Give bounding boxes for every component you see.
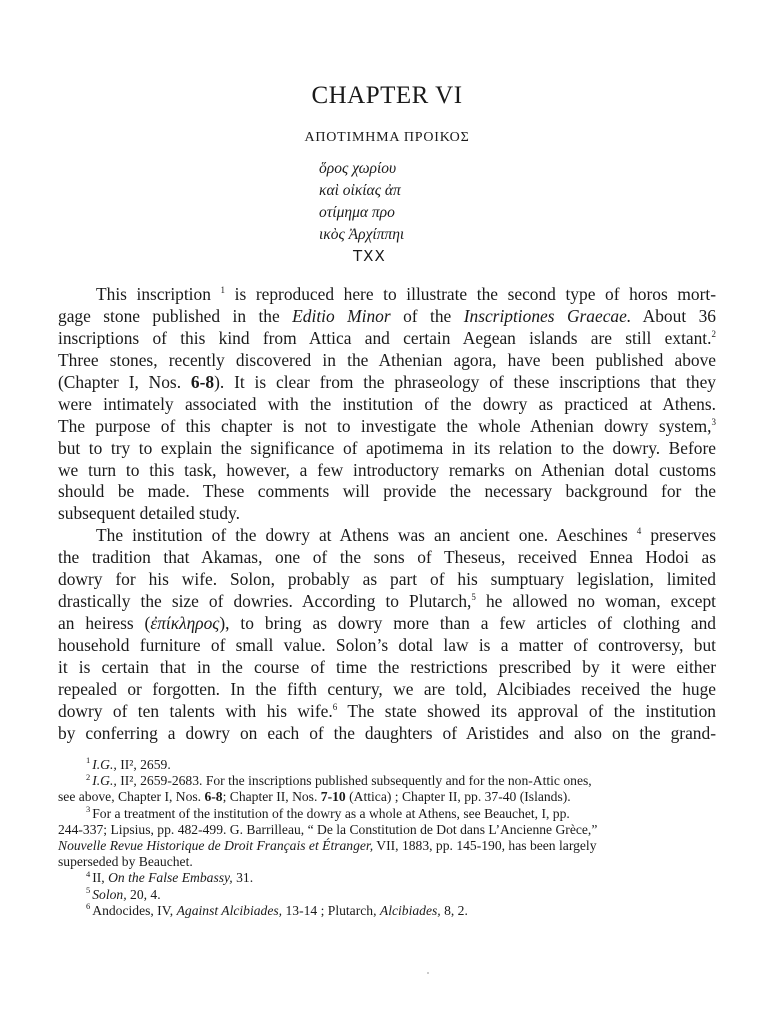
footnote-4: $^4$ II, On the False Embassy, 31.: [86, 868, 254, 886]
body-text: [58, 284, 716, 745]
paragraph-line: The institution of the dowry at Athens was an ancient one. Aeschines $^4$ preserves: [96, 525, 716, 546]
footnote-5: $^5$ Solon, 20, 4.: [86, 885, 161, 902]
footnote-1: $^1$ I.G., II², 2659.: [86, 755, 171, 772]
paragraph-line: household furniture of small value. Solon’s dotal law is a matter of controversy, but: [58, 635, 716, 655]
page: [58, 0, 716, 1024]
paragraph-line: repealed or forgotten. In the fifth century, we are told, Alcibiades received the huge: [58, 678, 716, 699]
paragraph-line: dowry of ten talents with his wife.$^6$ The state showed its approval of the institution: [58, 700, 716, 721]
paragraph-line: the tradition that Akamas, one of the sons of Theseus, received Ennea Hodoi as: [58, 547, 716, 568]
footnotes: [58, 757, 716, 919]
paragraph-line: gage stone published in the Editio Minor of the Inscriptiones Graecae. About 36: [58, 305, 716, 326]
inscription-text: [319, 158, 519, 266]
paragraph-line: (Chapter I, Nos. 6-8). It is clear from the phraseology of these inscriptions that they: [58, 371, 716, 392]
footnote-ref[interactable]: 4: [636, 526, 642, 537]
footnote-ref[interactable]: 6: [332, 702, 338, 713]
paragraph-line: The purpose of this chapter is not to investigate the whole Athenian dowry system,$^3$: [58, 415, 716, 436]
inscription-numeral: TXX: [353, 247, 386, 265]
paragraph-line: an heiress (ἐπίκληρος), to bring as dowry more than a few articles of clothing and: [58, 613, 716, 634]
footnote-ref[interactable]: 5: [471, 592, 476, 603]
footnote-ref[interactable]: 1: [220, 285, 226, 296]
paragraph-line: inscriptions of this kind from Attica and certain Aegean islands are still extant.$^2$: [58, 327, 716, 348]
paragraph-line: but to try to explain the significance of apotimema in its relation to the dowry. Before: [58, 437, 716, 458]
paragraph-line: should be made. These comments will provide the necessary background for the: [58, 481, 716, 502]
paragraph-line: it is certain that in the course of time the restrictions prescribed by it were either: [58, 656, 716, 677]
paper-speck: [427, 972, 429, 974]
inscription-line: καὶ οἰκίας ἀπ: [319, 182, 401, 199]
footnote-3: $^3$ For a treatment of the institution of the dowry as a whole at Athens, see Beauchet, I, pp. 244-337; Lipsius, pp. 482-499. G. Barrilleau, “ De la Constitution de Dot dans L’Ancienne Grèce,” Nouvelle Revue Historique de Droit Français et Étranger, VII, 1883, pp. 145-190, has been largely superseded by Beauchet.: [58, 804, 598, 870]
footnote-2: $^2$ I.G., II², 2659-2683. For the inscriptions published subsequently and for the non-Attic ones, see above, Chapter I, Nos. 6-8; Chapter II, Nos. 7-10 (Attica) ; Chapter II, pp. 37-40 (Islands).: [58, 771, 592, 805]
paragraph-line: Three stones, recently discovered in the Athenian agora, have been published above: [58, 349, 716, 370]
inscription-line: ικὸς Ἀρχίππηι: [319, 226, 405, 243]
paragraph-line: This inscription $^1$ is reproduced here to illustrate the second type of horos mort-: [96, 284, 716, 304]
chapter-title: CHAPTER VI: [311, 82, 463, 109]
paragraph-line: were intimately associated with the institution of the dowry as practiced at Athens.: [58, 393, 716, 414]
paragraph-line: we turn to this task, however, a few introductory remarks on Athenian dotal customs: [58, 459, 716, 480]
footnote-ref[interactable]: 2: [711, 329, 716, 340]
inscription-line: ὅρος χωρίου: [319, 160, 397, 177]
footnote-ref[interactable]: 3: [711, 416, 716, 427]
paragraph-line: drastically the size of dowries. According to Plutarch,$^5$ he allowed no woman, except: [58, 591, 717, 612]
paragraph-line: dowry for his wife. Solon, probably as part of his sumptuary legislation, limited: [58, 569, 716, 590]
paragraph-line: by conferring a dowry on each of the daughters of Aristides and also on the grand-: [58, 722, 716, 743]
footnote-6: $^6$ Andocides, IV, Against Alcibiades, 13-14 ; Plutarch, Alcibiades, 8, 2.: [86, 901, 468, 918]
chapter-subtitle: ΑΠΟΤΙΜΗΜΑ ΠΡΟΙΚΟΣ: [304, 130, 470, 145]
inscription-line: οτίμημα προ: [319, 204, 395, 221]
paragraph-line: subsequent detailed study.: [58, 503, 240, 524]
